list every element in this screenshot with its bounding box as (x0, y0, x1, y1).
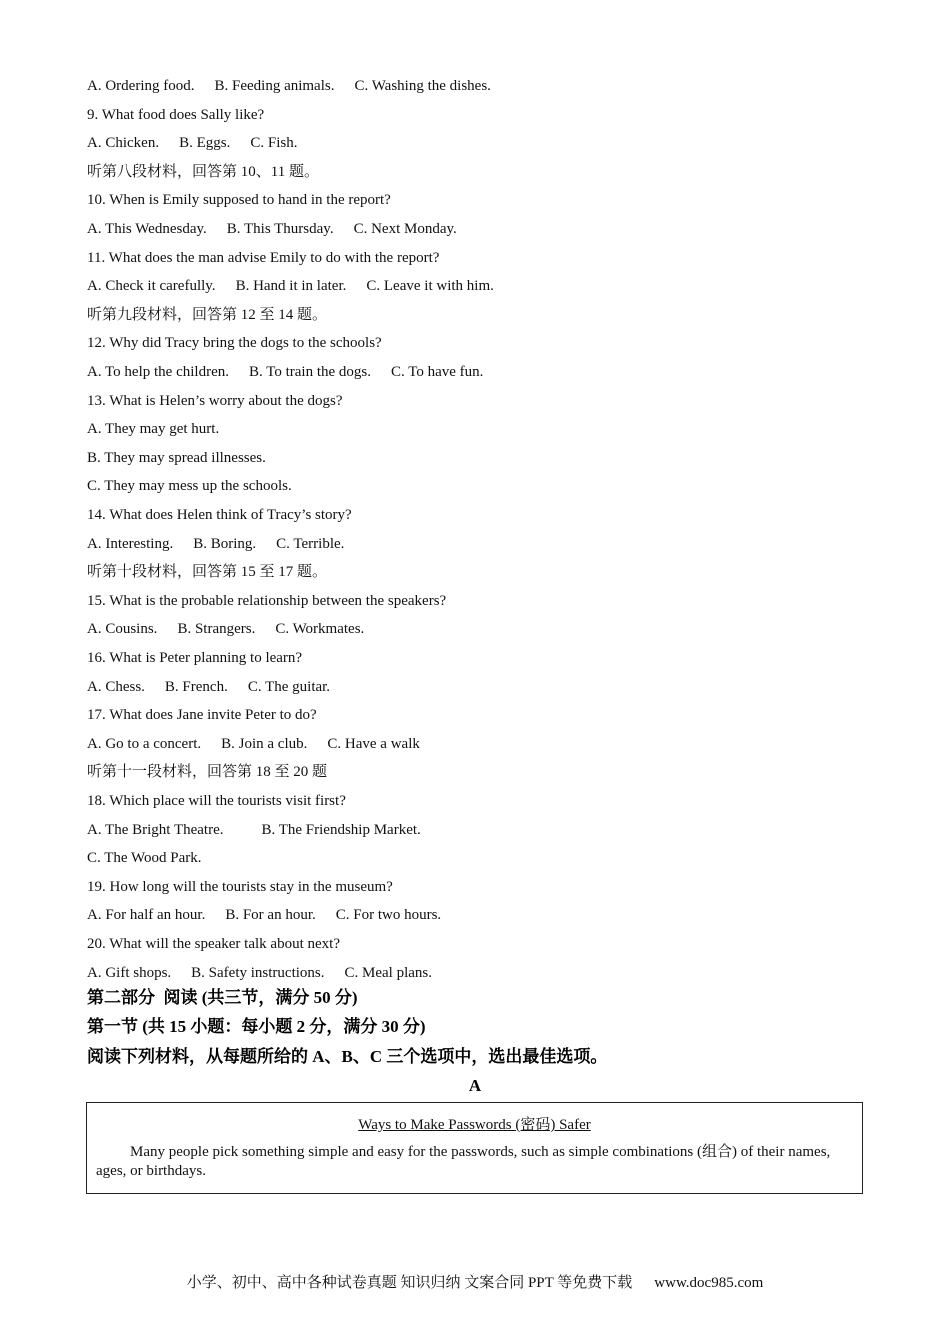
answer-option: A. Chicken. (87, 135, 160, 152)
answer-options-row (87, 363, 483, 381)
answer-options-row (87, 134, 297, 152)
answer-option: B. Strangers. (177, 621, 256, 638)
question-line: 12. Why did Tracy bring the dogs to the schools? (87, 335, 382, 352)
answer-option: B. Hand it in later. (235, 278, 347, 295)
text-line: 听第十一段材料，回答第 18 至 20 题 (87, 764, 328, 781)
answer-option: A. Chess. (87, 678, 145, 695)
answer-option: A. The Bright Theatre. (87, 821, 224, 838)
question-line: 18. Which place will the tourists visit first? (87, 793, 346, 809)
answer-options-row (87, 77, 491, 95)
subsection-heading: 第一节 (共 15 小题：每小题 2 分，满分 30 分) (87, 1017, 426, 1036)
answer-option: B. For an hour. (225, 907, 316, 924)
answer-option: C. For two hours. (335, 907, 442, 924)
answer-option: A. Check it carefully. (87, 278, 216, 295)
text-line: 听第九段材料，回答第 12 至 14 题。 (87, 306, 328, 323)
answer-option: C. The guitar. (247, 678, 331, 695)
answer-option: C. Terrible. (276, 535, 345, 552)
answer-option: B. Boring. (193, 535, 257, 552)
passage-body: Many people pick something simple and easy for the passwords, such as simple combinations (组合) of their names, ages, or birthdays. (96, 1144, 831, 1179)
answer-options-row (87, 964, 432, 982)
answer-option: A. Go to a concert. (87, 735, 202, 752)
text-line: 听第八段材料，回答第 10、11 题。 (87, 163, 319, 180)
answer-option: B. Join a club. (221, 735, 308, 752)
answer-options-row (87, 220, 457, 238)
answer-option: B. Safety instructions. (191, 964, 325, 981)
text-line: 听第十段材料，回答第 15 至 17 题。 (87, 564, 328, 581)
question-line: 15. What is the probable relationship between the speakers? (87, 592, 447, 609)
answer-option: B. Feeding animals. (214, 78, 335, 94)
answer-options-row (87, 821, 421, 839)
answer-option: B. French. (164, 678, 228, 695)
question-line: 10. When is Emily supposed to hand in the report? (87, 192, 391, 209)
answer-options-row (87, 620, 364, 638)
answer-option: A. Ordering food. (87, 78, 195, 94)
answer-option: C. Have a walk (327, 735, 420, 752)
text-line: B. They may spread illnesses. (87, 449, 266, 466)
text-line: C. The Wood Park. (87, 850, 202, 867)
answer-option: A. This Wednesday. (87, 221, 207, 237)
answer-options-row (87, 906, 441, 924)
answer-option: B. To train the dogs. (248, 364, 371, 380)
question-line: 13. What is Helen’s worry about the dogs? (87, 392, 343, 409)
answer-option: C. Fish. (250, 135, 298, 152)
answer-option: B. Eggs. (179, 135, 231, 152)
answer-options-row (87, 277, 494, 295)
text-line: C. They may mess up the schools. (87, 478, 292, 495)
answer-option: A. Interesting. (87, 535, 174, 552)
answer-options-row (87, 535, 344, 553)
page-footer (0, 1271, 950, 1292)
passage-box (86, 1102, 863, 1194)
footer-text: 小学、初中、高中各种试卷真题 知识归纳 文案合同 PPT 等免费下载 (186, 1275, 633, 1291)
question-line: 16. What is Peter planning to learn? (87, 650, 303, 666)
answer-option: B. This Thursday. (226, 221, 334, 237)
answer-option: C. Leave it with him. (366, 278, 494, 295)
answer-option: C. To have fun. (390, 364, 484, 380)
answer-option: A. Cousins. (87, 621, 158, 638)
answer-option: A. For half an hour. (87, 907, 206, 924)
question-line: 14. What does Helen think of Tracy’s story? (87, 507, 352, 523)
answer-option: A. Gift shops. (87, 964, 172, 981)
answer-option: C. Washing the dishes. (354, 78, 491, 94)
question-line: 17. What does Jane invite Peter to do? (87, 707, 317, 724)
passage-title: Ways to Make Passwords (密码) Safer (358, 1117, 591, 1133)
answer-option: B. The Friendship Market. (261, 821, 421, 838)
answer-option: C. Meal plans. (344, 964, 432, 981)
question-line: 9. What food does Sally like? (87, 106, 265, 123)
answer-option: C. Next Monday. (353, 221, 457, 237)
footer-url[interactable]: www.doc985.com (654, 1275, 764, 1291)
section-heading: 第二部分 阅读 (共三节，满分 50 分) (87, 988, 358, 1007)
instruction-heading: 阅读下列材料，从每题所给的 A、B、C 三个选项中，选出最佳选项。 (87, 1047, 608, 1066)
answer-options-row (87, 678, 330, 696)
text-line: A. They may get hurt. (87, 421, 220, 438)
question-line: 11. What does the man advise Emily to do with the report? (87, 249, 440, 266)
answer-option: A. To help the children. (87, 364, 229, 380)
answer-option: C. Workmates. (275, 621, 365, 638)
question-line: 20. What will the speaker talk about next? (87, 936, 340, 952)
answer-options-row (87, 735, 420, 753)
passage-label: A (468, 1076, 482, 1095)
question-line: 19. How long will the tourists stay in the museum? (87, 878, 393, 895)
